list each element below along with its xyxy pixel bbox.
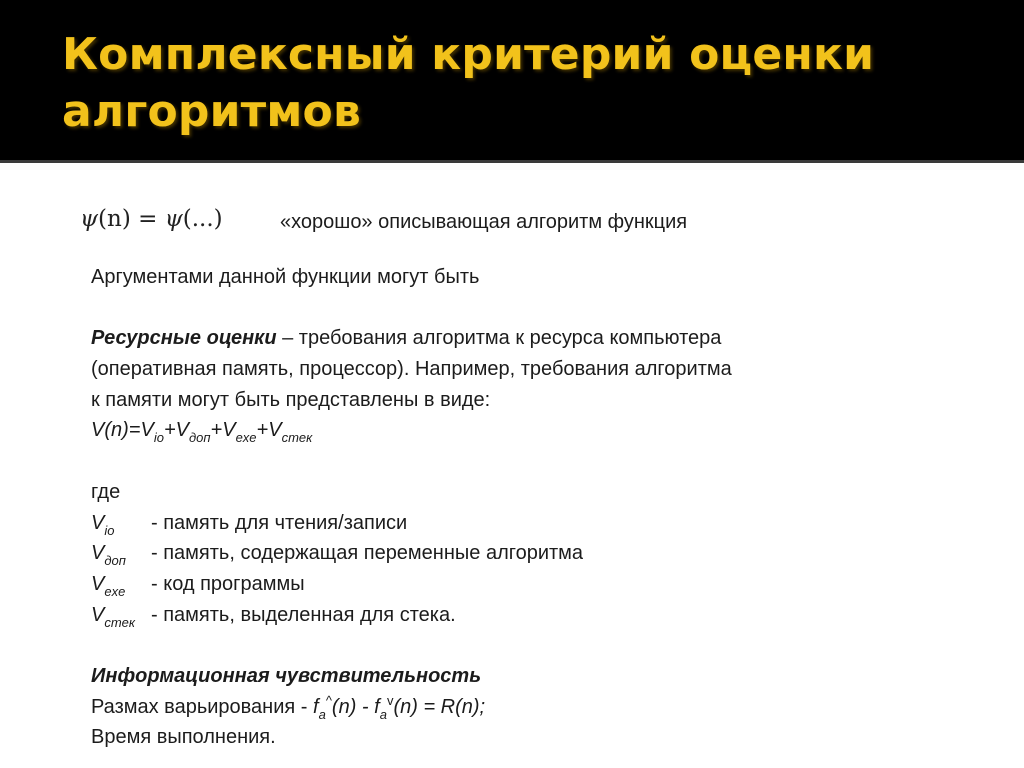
resource-line-2: (оперативная память, процессор). Например, требования алгоритма [91, 358, 732, 381]
formula-sub-exe: exe [235, 430, 257, 446]
def-var [91, 508, 151, 539]
range-arg2: (n) = R(n); [393, 695, 486, 718]
psi-formula [80, 206, 223, 232]
range-arg1: (n) - [331, 695, 375, 718]
formula-sub-io: io [153, 430, 164, 446]
def-var-v: V [91, 572, 105, 595]
psi-arg-n: (n) [98, 206, 131, 232]
def-text: - код программы [151, 572, 305, 595]
title-line-2: алгоритмов [62, 86, 361, 137]
def-text: - память, выделенная для стека. [151, 603, 456, 626]
slide-title [62, 26, 982, 140]
spacer [91, 293, 971, 324]
range-sup1: ^ [325, 692, 332, 708]
def-var-sub: exe [104, 583, 126, 599]
spacer [91, 446, 971, 477]
info-term: Информационная чувствительность [91, 664, 482, 687]
range-sub1: a [318, 706, 326, 722]
range-sub2: a [379, 706, 387, 722]
formula-sub-stek: стек [281, 430, 313, 446]
def-stek [91, 600, 971, 631]
equals-sign: = [130, 206, 165, 232]
def-dop [91, 538, 971, 569]
def-var-v: V [91, 542, 105, 565]
formula-sub-dop: доп [188, 430, 211, 446]
def-text: - память для чтения/записи [151, 511, 408, 534]
def-text: - память, содержащая переменные алгоритма [151, 542, 584, 565]
formula-description: «хорошо» описывающая алгоритм функция [280, 211, 688, 233]
def-var [91, 569, 151, 600]
header-divider [0, 160, 1024, 163]
slide-body [91, 262, 971, 753]
resource-rest: – требования алгоритма к ресурса компьютера [276, 327, 722, 350]
memory-formula [91, 415, 971, 446]
def-var-sub: io [104, 522, 115, 538]
def-io [91, 508, 971, 539]
spacer [91, 630, 971, 661]
range-sup2: v [386, 692, 394, 708]
exec-time: Время выполнения. [91, 726, 276, 749]
def-var [91, 538, 151, 569]
def-var-v: V [91, 511, 105, 534]
def-var-sub: стек [104, 614, 136, 630]
arguments-intro: Аргументами данной функции могут быть [91, 266, 480, 288]
range-line [91, 692, 971, 723]
psi-symbol-2: ψ [164, 206, 183, 232]
formula-vn: V(n)=V [91, 419, 154, 442]
psi-symbol: ψ [80, 206, 99, 232]
formula-plus-2: +V [210, 419, 236, 442]
range-f1: f [313, 695, 319, 718]
formula-plus-3: +V [256, 419, 282, 442]
def-var-v: V [91, 603, 105, 626]
title-line-1: Комплексный критерий оценки [62, 29, 875, 80]
where-label: где [91, 480, 121, 503]
resource-line-3: к памяти могут быть представлены в виде: [91, 388, 491, 411]
def-var [91, 600, 151, 631]
def-exe [91, 569, 971, 600]
psi-arg-dots: (...) [182, 206, 223, 232]
resource-term: Ресурсные оценки [91, 327, 277, 350]
formula-plus-1: +V [163, 419, 189, 442]
range-f2: f [374, 695, 380, 718]
def-var-sub: доп [104, 553, 126, 569]
resource-line-1 [91, 323, 971, 354]
range-prefix: Размах варьирования - [91, 695, 314, 718]
